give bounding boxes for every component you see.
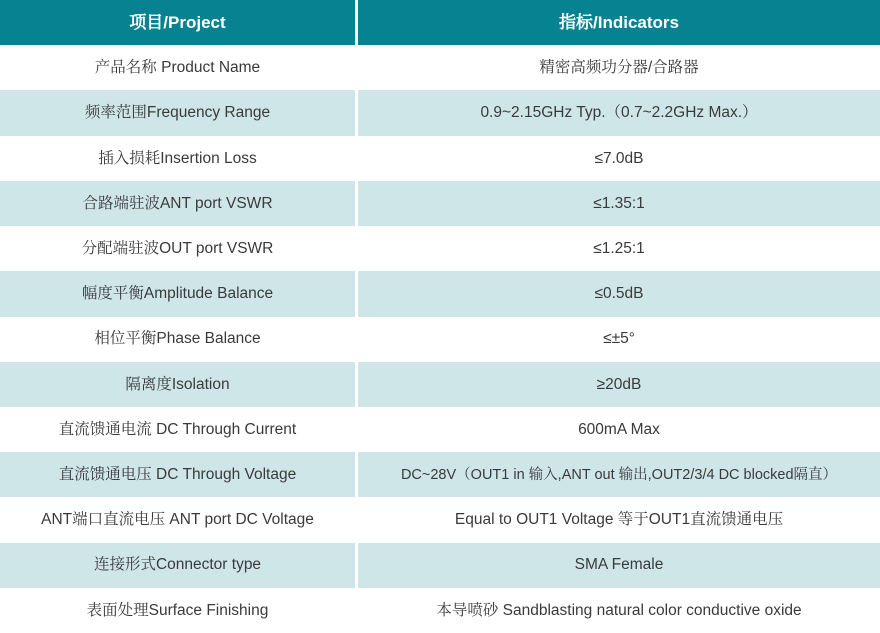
indicator-cell: 本导喷砂 Sandblasting natural color conductive oxide <box>358 588 880 633</box>
indicator-cell: DC~28V（OUT1 in 输入,ANT out 输出,OUT2/3/4 DC blocked隔直） <box>358 452 880 497</box>
table-row <box>0 181 880 226</box>
indicator-cell: ≤1.25:1 <box>358 226 880 271</box>
table-row <box>0 588 880 633</box>
project-cell: 连接形式Connector type <box>0 543 355 588</box>
project-cell: 隔离度Isolation <box>0 362 355 407</box>
indicator-cell: ≥20dB <box>358 362 880 407</box>
indicator-cell: ≤7.0dB <box>358 136 880 181</box>
project-cell: 产品名称 Product Name <box>0 45 355 90</box>
header-indicators: 指标/Indicators <box>358 0 880 45</box>
table-row <box>0 90 880 135</box>
table-row <box>0 543 880 588</box>
table-row <box>0 226 880 271</box>
indicator-cell: SMA Female <box>358 543 880 588</box>
project-cell: 幅度平衡Amplitude Balance <box>0 271 355 316</box>
project-cell: 分配端驻波OUT port VSWR <box>0 226 355 271</box>
project-cell: 插入损耗Insertion Loss <box>0 136 355 181</box>
indicator-cell: ≤1.35:1 <box>358 181 880 226</box>
project-cell: 频率范围Frequency Range <box>0 90 355 135</box>
project-cell: 合路端驻波ANT port VSWR <box>0 181 355 226</box>
project-cell: 表面处理Surface Finishing <box>0 588 355 633</box>
table-row <box>0 497 880 542</box>
table-row <box>0 362 880 407</box>
project-cell: 相位平衡Phase Balance <box>0 317 355 362</box>
project-cell: 直流馈通电流 DC Through Current <box>0 407 355 452</box>
table-row <box>0 452 880 497</box>
table-header-row <box>0 0 880 45</box>
indicator-cell: ≤±5° <box>358 317 880 362</box>
indicator-cell: ≤0.5dB <box>358 271 880 316</box>
header-project: 项目/Project <box>0 0 355 45</box>
table-row <box>0 45 880 90</box>
indicator-cell: 600mA Max <box>358 407 880 452</box>
table-row <box>0 407 880 452</box>
indicator-cell: 0.9~2.15GHz Typ.（0.7~2.2GHz Max.） <box>358 90 880 135</box>
indicator-cell: 精密高频功分器/合路器 <box>358 45 880 90</box>
table-row <box>0 136 880 181</box>
table-row <box>0 317 880 362</box>
project-cell: ANT端口直流电压 ANT port DC Voltage <box>0 497 355 542</box>
table-row <box>0 271 880 316</box>
project-cell: 直流馈通电压 DC Through Voltage <box>0 452 355 497</box>
indicator-cell: Equal to OUT1 Voltage 等于OUT1直流馈通电压 <box>358 497 880 542</box>
